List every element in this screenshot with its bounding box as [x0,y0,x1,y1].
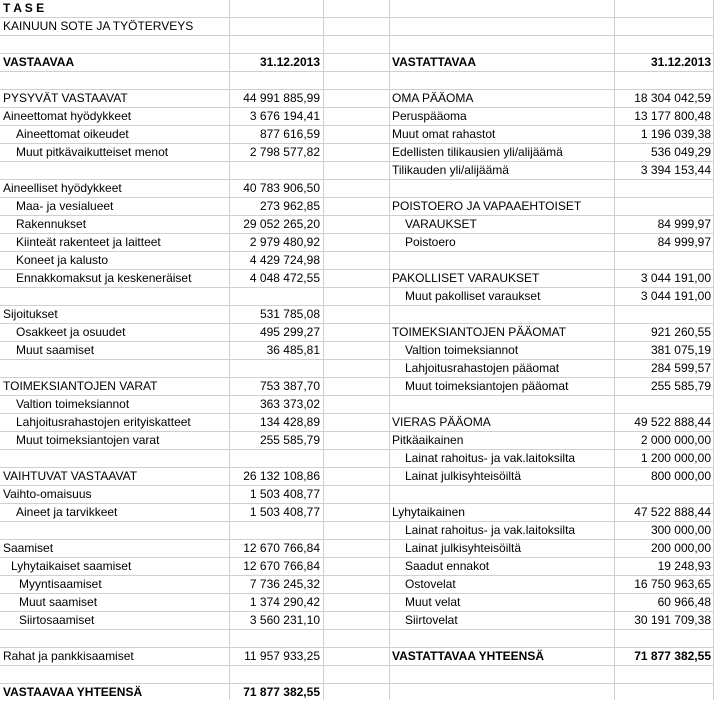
table-row [0,126,714,144]
asset-label[interactable]: Vaihto-omaisuus [3,487,92,501]
liability-label[interactable]: Lyhytaikainen [392,505,465,519]
assets-total-value[interactable]: 71 877 382,55 [243,685,320,699]
asset-label[interactable]: Koneet ja kalusto [16,253,109,267]
asset-label[interactable]: Lyhytaikaiset saamiset [11,559,132,573]
liability-value[interactable]: 255 585,79 [650,379,711,393]
table-row [0,162,714,180]
liability-label[interactable]: Tilikauden yli/alijäämä [392,163,509,177]
asset-value[interactable]: 4 429 724,98 [249,253,320,267]
asset-value[interactable]: 134 428,89 [259,415,320,429]
table-row [0,108,714,126]
asset-value[interactable]: 7 736 245,32 [249,577,320,591]
asset-label[interactable]: Saamiset [3,541,54,555]
table-row [0,558,714,576]
assets-heading[interactable]: VASTAAVAA [3,55,75,69]
liability-value[interactable]: 84 999,97 [657,235,711,249]
table-row [0,144,714,162]
org-row [0,18,714,36]
liability-label[interactable]: Lainat rahoitus- ja vak.laitoksilta [405,523,576,537]
table-row [0,522,714,540]
liability-value[interactable]: 536 049,29 [650,145,711,159]
liability-value[interactable]: 84 999,97 [657,217,711,231]
liability-label[interactable]: Lainat julkisyhteisöiltä [405,541,522,555]
liability-value[interactable]: 1 196 039,38 [640,127,711,141]
liability-value[interactable]: 18 304 042,59 [634,91,711,105]
asset-value[interactable]: 1 374 290,42 [249,595,320,609]
asset-value[interactable]: 2 979 480,92 [249,235,320,249]
table-row [0,180,714,198]
asset-label[interactable]: Lahjoitusrahastojen erityiskatteet [16,415,191,429]
liability-label[interactable]: TOIMEKSIANTOJEN PÄÄOMAT [392,325,567,339]
liability-label[interactable]: Muut pakolliset varaukset [405,289,541,303]
asset-label[interactable]: Muut saamiset [16,343,95,357]
asset-value[interactable]: 531 785,08 [259,307,320,321]
asset-label[interactable]: Kiinteät rakenteet ja laitteet [16,235,161,249]
liability-value[interactable]: 16 750 963,65 [634,577,711,591]
liability-value[interactable]: 921 260,55 [650,325,711,339]
liability-value[interactable]: 300 000,00 [650,523,711,537]
table-row [0,306,714,324]
table-row [0,288,714,306]
asset-label[interactable]: Osakkeet ja osuudet [16,325,126,339]
liability-value[interactable]: 13 177 800,48 [634,109,711,123]
asset-value[interactable]: 1 503 408,77 [249,487,320,501]
table-row [0,216,714,234]
liability-label[interactable]: Edellisten tilikausien yli/alijäämä [392,145,563,159]
liability-label[interactable]: Ostovelat [405,577,456,591]
table-row [0,594,714,612]
liability-value[interactable]: 19 248,93 [657,559,711,573]
liability-value[interactable]: 30 191 709,38 [634,613,711,627]
asset-label[interactable]: Rahat ja pankkisaamiset [3,649,134,663]
asset-value[interactable]: 877 616,59 [259,127,320,141]
table-row [0,270,714,288]
liability-value[interactable]: 800 000,00 [650,469,711,483]
table-row [0,396,714,414]
liability-label[interactable]: Peruspääoma [392,109,467,123]
asset-value[interactable]: 36 485,81 [266,343,320,357]
liability-label[interactable]: OMA PÄÄOMA [392,91,474,105]
asset-value[interactable]: 26 132 108,86 [243,469,320,483]
asset-label[interactable]: Muut saamiset [19,595,98,609]
asset-value[interactable]: 40 783 906,50 [243,181,320,195]
asset-value[interactable]: 12 670 766,84 [243,559,320,573]
table-row [0,360,714,378]
liability-label[interactable]: VARAUKSET [405,217,477,231]
liability-value[interactable]: 381 075,19 [650,343,711,357]
liability-value[interactable]: 2 000 000,00 [640,433,711,447]
table-row [0,234,714,252]
asset-label[interactable]: Muut toimeksiantojen varat [16,433,160,447]
liability-label[interactable]: Valtion toimeksiannot [405,343,519,357]
asset-value[interactable]: 273 962,85 [259,199,320,213]
liability-label[interactable]: Muut velat [405,595,461,609]
liability-label[interactable]: Poistoero [405,235,456,249]
table-row [0,486,714,504]
liability-value[interactable]: 3 394 153,44 [640,163,711,177]
asset-value[interactable]: 12 670 766,84 [243,541,320,555]
table-row [0,576,714,594]
table-row [0,612,714,630]
liability-label[interactable]: POISTOERO JA VAPAAEHTOISET [392,199,582,213]
table-row [0,450,714,468]
asset-label[interactable]: Maa- ja vesialueet [16,199,114,213]
table-row [0,648,714,666]
table-row [0,198,714,216]
asset-label[interactable]: Aineettomat oikeudet [16,127,129,141]
liability-value[interactable]: 1 200 000,00 [640,451,711,465]
assets-date[interactable]: 31.12.2013 [259,55,320,69]
sheet-title[interactable]: T A S E [3,1,45,15]
asset-label[interactable]: Myyntisaamiset [19,577,102,591]
table-row [0,684,714,702]
liability-label[interactable]: Lahjoitusrahastojen pääomat [405,361,560,375]
table-row [0,90,714,108]
asset-label[interactable]: Aineelliset hyödykkeet [3,181,122,195]
asset-value[interactable]: 495 299,27 [259,325,320,339]
title-row [0,0,714,18]
liability-label[interactable]: Muut omat rahastot [392,127,496,141]
table-row [0,432,714,450]
asset-value[interactable]: 4 048 472,55 [249,271,320,285]
asset-value[interactable]: 753 387,70 [259,379,320,393]
liability-label[interactable]: VIERAS PÄÄOMA [392,415,491,429]
column-header-row [0,54,714,72]
asset-label[interactable]: Aineettomat hyödykkeet [3,109,132,123]
liability-value[interactable]: 60 966,48 [657,595,711,609]
liability-value[interactable]: 3 044 191,00 [640,271,711,285]
asset-label[interactable]: Rakennukset [16,217,87,231]
asset-value[interactable]: 44 991 885,99 [243,91,320,105]
table-row [0,342,714,360]
table-row [0,324,714,342]
liability-value[interactable] [614,198,714,216]
assets-total-label[interactable]: VASTAAVAA YHTEENSÄ [3,685,143,699]
table-row [0,504,714,522]
table-row [0,414,714,432]
asset-label[interactable]: Sijoitukset [3,307,58,321]
liability-label[interactable]: PAKOLLISET VARAUKSET [392,271,540,285]
liability-value[interactable]: 47 522 888,44 [634,505,711,519]
asset-label[interactable]: Siirtosaamiset [19,613,95,627]
liability-label[interactable]: Saadut ennakot [405,559,490,573]
liability-value[interactable]: 284 599,57 [650,361,711,375]
liabilities-total-label[interactable]: VASTATTAVAA YHTEENSÄ [392,649,545,663]
asset-value[interactable]: 255 585,79 [259,433,320,447]
asset-label[interactable]: Muut pitkävaikutteiset menot [16,145,169,159]
organization-name[interactable]: KAINUUN SOTE JA TYÖTERVEYS [3,19,194,33]
liability-label[interactable]: Pitkäaikainen [392,433,464,447]
liability-label[interactable]: Muut toimeksiantojen pääomat [405,379,569,393]
liability-value[interactable]: 200 000,00 [650,541,711,555]
asset-value[interactable]: 363 373,02 [259,397,320,411]
asset-value[interactable]: 3 560 231,10 [249,613,320,627]
liabilities-heading[interactable]: VASTATTAVAA [392,55,476,69]
liabilities-date[interactable]: 31.12.2013 [650,55,711,69]
asset-label[interactable]: VAIHTUVAT VASTAAVAT [3,469,138,483]
asset-value[interactable]: 3 676 194,41 [249,109,320,123]
liability-label[interactable]: Lainat rahoitus- ja vak.laitoksilta [405,451,576,465]
liabilities-total-value[interactable]: 71 877 382,55 [634,649,711,663]
asset-value[interactable]: 2 798 577,82 [249,145,320,159]
liability-value[interactable]: 3 044 191,00 [640,289,711,303]
table-row [0,378,714,396]
asset-label[interactable]: PYSYVÄT VASTAAVAT [3,91,128,105]
asset-value[interactable]: 11 957 933,25 [244,649,320,663]
liability-label[interactable]: Siirtovelat [405,613,458,627]
table-row [0,468,714,486]
asset-value[interactable]: 1 503 408,77 [249,505,320,519]
asset-value[interactable]: 29 052 265,20 [243,217,320,231]
table-row [0,540,714,558]
asset-label[interactable]: Valtion toimeksiannot [16,397,130,411]
asset-label[interactable]: Aineet ja tarvikkeet [16,505,118,519]
table-row [0,252,714,270]
asset-label[interactable]: TOIMEKSIANTOJEN VARAT [3,379,158,393]
liability-value[interactable]: 49 522 888,44 [634,415,711,429]
asset-label[interactable]: Ennakkomaksut ja keskeneräiset [16,271,192,285]
liability-label[interactable]: Lainat julkisyhteisöiltä [405,469,522,483]
